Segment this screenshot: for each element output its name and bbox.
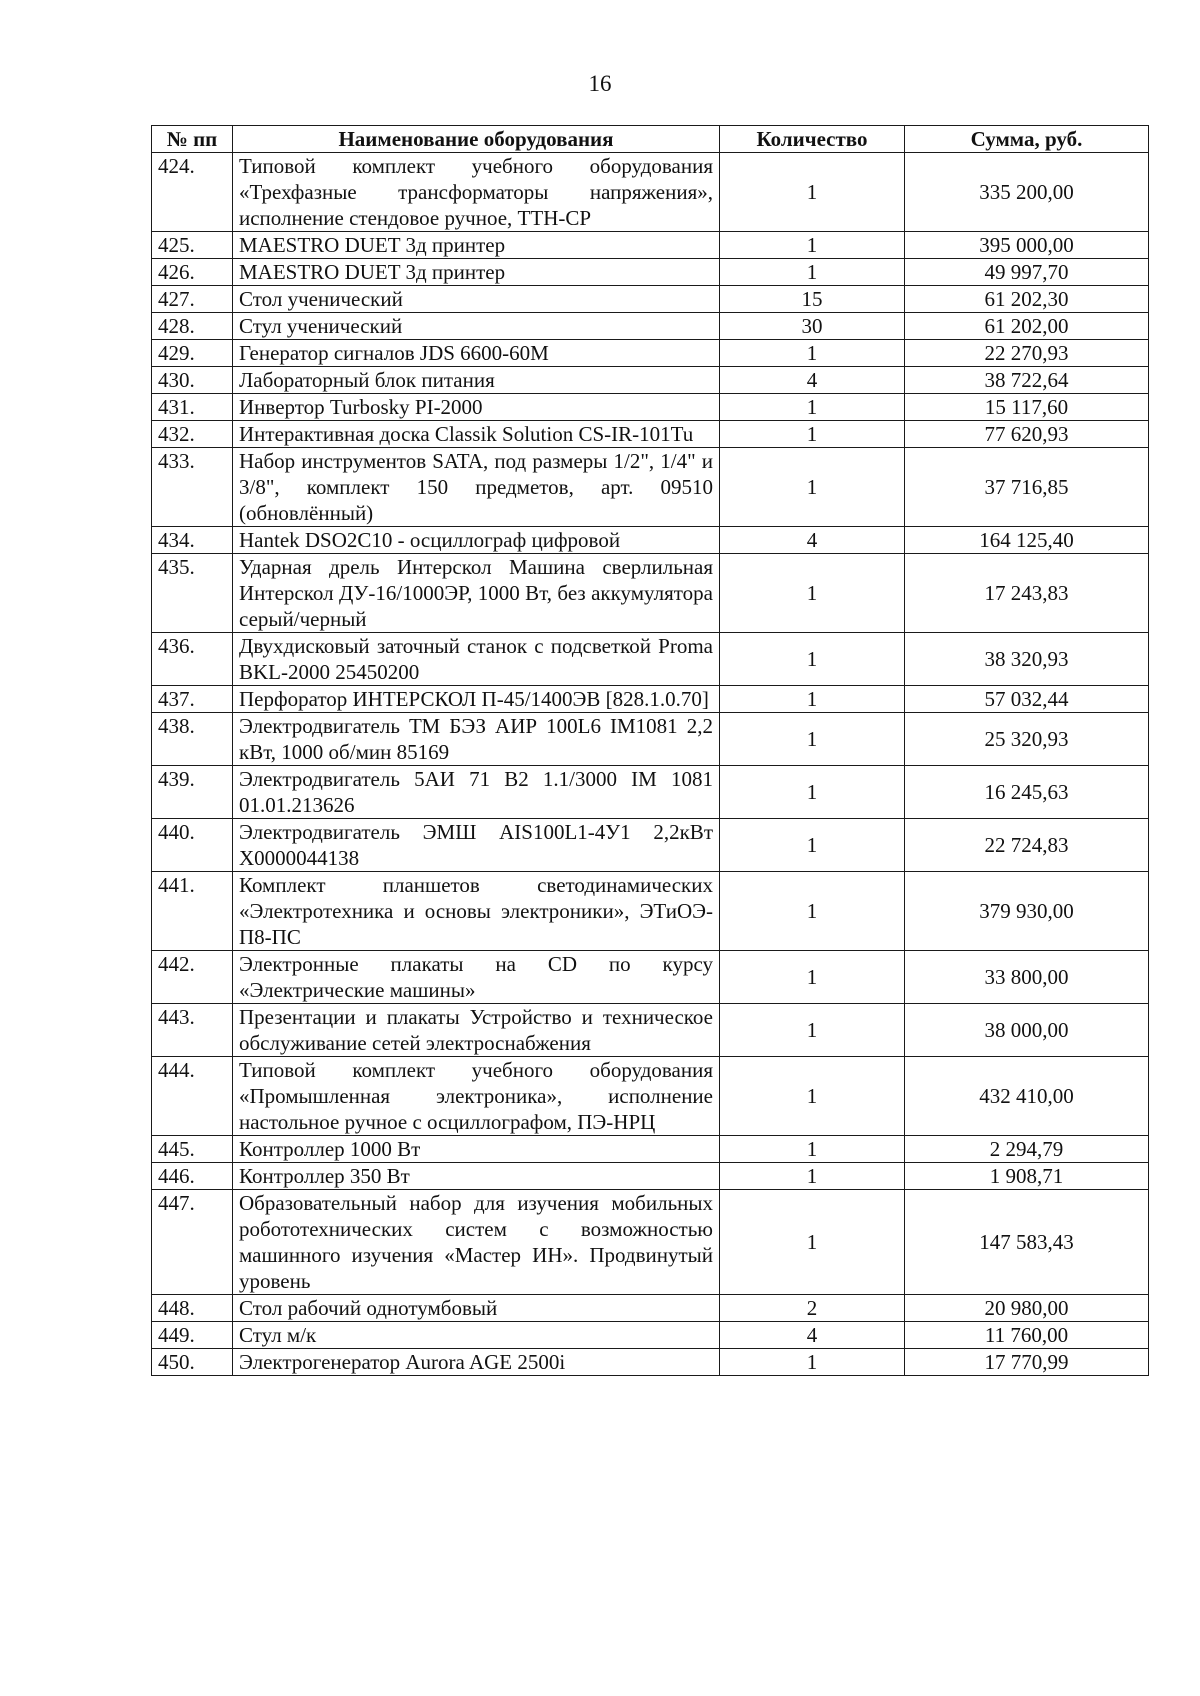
table-row [152, 527, 1149, 554]
sum-cell: 147 583,43 [905, 1190, 1149, 1295]
sum-cell: 61 202,30 [905, 286, 1149, 313]
sum-cell: 16 245,63 [905, 766, 1149, 819]
equipment-name-cell: Типовой комплект учебного оборудования «Промышленная электроника», исполнение настольное ручное с осциллографом, ПЭ-НРЦ [233, 1057, 720, 1136]
table-row [152, 1057, 1149, 1136]
table-row [152, 1295, 1149, 1322]
row-number-cell: 428. [152, 313, 233, 340]
equipment-name-cell: Стул ученический [233, 313, 720, 340]
sum-cell: 17 243,83 [905, 554, 1149, 633]
sum-cell: 20 980,00 [905, 1295, 1149, 1322]
table-row [152, 1163, 1149, 1190]
sum-cell: 38 320,93 [905, 633, 1149, 686]
equipment-name-cell: Набор инструментов SATA, под размеры 1/2", 1/4" и 3/8", комплект 150 предметов, арт. 09510 (обновлённый) [233, 448, 720, 527]
table-row [152, 1322, 1149, 1349]
sum-cell: 432 410,00 [905, 1057, 1149, 1136]
table-row [152, 819, 1149, 872]
quantity-cell: 1 [720, 259, 905, 286]
equipment-name-cell: Стол ученический [233, 286, 720, 313]
sum-cell: 164 125,40 [905, 527, 1149, 554]
equipment-name-cell: Электродвигатель 5АИ 71 В2 1.1/3000 IM 1081 01.01.213626 [233, 766, 720, 819]
sum-cell: 49 997,70 [905, 259, 1149, 286]
sum-cell: 22 270,93 [905, 340, 1149, 367]
sum-cell: 379 930,00 [905, 872, 1149, 951]
table-row [152, 1004, 1149, 1057]
table-row [152, 421, 1149, 448]
row-number-cell: 446. [152, 1163, 233, 1190]
equipment-name-cell: Контроллер 1000 Вт [233, 1136, 720, 1163]
sum-cell: 17 770,99 [905, 1349, 1149, 1376]
quantity-cell: 1 [720, 713, 905, 766]
row-number-cell: 447. [152, 1190, 233, 1295]
quantity-cell: 1 [720, 340, 905, 367]
table-row [152, 554, 1149, 633]
table-row [152, 153, 1149, 232]
sum-cell: 25 320,93 [905, 713, 1149, 766]
equipment-name-cell: Двухдисковый заточный станок с подсветкой Proma BKL-2000 25450200 [233, 633, 720, 686]
equipment-name-cell: Электродвигатель ЭМШ AIS100L1-4У1 2,2кВт Х0000044138 [233, 819, 720, 872]
equipment-name-cell: Комплект планшетов светодинамических «Электротехника и основы электроники», ЭТиОЭ-П8-ПС [233, 872, 720, 951]
equipment-name-cell: Интерактивная доска Classik Solution CS-IR-101Tu [233, 421, 720, 448]
quantity-cell: 1 [720, 554, 905, 633]
equipment-name-cell: Генератор сигналов JDS 6600-60M [233, 340, 720, 367]
quantity-cell: 4 [720, 527, 905, 554]
row-number-cell: 443. [152, 1004, 233, 1057]
equipment-name-cell: Перфоратор ИНТЕРСКОЛ П-45/1400ЭВ [828.1.0.70] [233, 686, 720, 713]
row-number-cell: 434. [152, 527, 233, 554]
quantity-cell: 1 [720, 448, 905, 527]
table-body [152, 153, 1149, 1376]
equipment-name-cell: Инвертор Turbosky PI-2000 [233, 394, 720, 421]
header-num: № пп [152, 126, 233, 153]
table-row [152, 367, 1149, 394]
table-row [152, 633, 1149, 686]
sum-cell: 33 800,00 [905, 951, 1149, 1004]
table-row [152, 951, 1149, 1004]
row-number-cell: 448. [152, 1295, 233, 1322]
table-row [152, 448, 1149, 527]
sum-cell: 61 202,00 [905, 313, 1149, 340]
page-number: 16 [588, 71, 612, 96]
quantity-cell: 1 [720, 153, 905, 232]
row-number-cell: 436. [152, 633, 233, 686]
quantity-cell: 1 [720, 1163, 905, 1190]
quantity-cell: 1 [720, 686, 905, 713]
equipment-name-cell: Электрогенератор Aurora AGE 2500i [233, 1349, 720, 1376]
quantity-cell: 1 [720, 1057, 905, 1136]
table-row [152, 394, 1149, 421]
row-number-cell: 445. [152, 1136, 233, 1163]
row-number-cell: 429. [152, 340, 233, 367]
row-number-cell: 444. [152, 1057, 233, 1136]
quantity-cell: 1 [720, 766, 905, 819]
equipment-name-cell: MAESTRO DUET 3д принтер [233, 232, 720, 259]
table-row [152, 286, 1149, 313]
sum-cell: 77 620,93 [905, 421, 1149, 448]
quantity-cell: 1 [720, 421, 905, 448]
quantity-cell: 1 [720, 1349, 905, 1376]
row-number-cell: 427. [152, 286, 233, 313]
quantity-cell: 1 [720, 872, 905, 951]
sum-cell: 395 000,00 [905, 232, 1149, 259]
equipment-name-cell: Электродвигатель ТМ БЭЗ АИР 100L6 IM1081 2,2 кВт, 1000 об/мин 85169 [233, 713, 720, 766]
table-row [152, 232, 1149, 259]
row-number-cell: 432. [152, 421, 233, 448]
sum-cell: 38 722,64 [905, 367, 1149, 394]
row-number-cell: 438. [152, 713, 233, 766]
quantity-cell: 1 [720, 232, 905, 259]
table-row [152, 1349, 1149, 1376]
row-number-cell: 450. [152, 1349, 233, 1376]
row-number-cell: 439. [152, 766, 233, 819]
quantity-cell: 30 [720, 313, 905, 340]
header-qty: Количество [720, 126, 905, 153]
sum-cell: 15 117,60 [905, 394, 1149, 421]
table-row [152, 1136, 1149, 1163]
table-row [152, 313, 1149, 340]
table-row [152, 872, 1149, 951]
quantity-cell: 1 [720, 819, 905, 872]
table-row [152, 766, 1149, 819]
quantity-cell: 4 [720, 367, 905, 394]
equipment-name-cell: Электронные плакаты на CD по курсу «Электрические машины» [233, 951, 720, 1004]
row-number-cell: 437. [152, 686, 233, 713]
table-header-row [152, 126, 1149, 153]
header-name: Наименование оборудования [233, 126, 720, 153]
sum-cell: 1 908,71 [905, 1163, 1149, 1190]
table-row [152, 340, 1149, 367]
row-number-cell: 449. [152, 1322, 233, 1349]
quantity-cell: 1 [720, 951, 905, 1004]
equipment-name-cell: Стул м/к [233, 1322, 720, 1349]
equipment-name-cell: Контроллер 350 Вт [233, 1163, 720, 1190]
sum-cell: 38 000,00 [905, 1004, 1149, 1057]
sum-cell: 335 200,00 [905, 153, 1149, 232]
table-row [152, 713, 1149, 766]
row-number-cell: 431. [152, 394, 233, 421]
row-number-cell: 424. [152, 153, 233, 232]
sum-cell: 37 716,85 [905, 448, 1149, 527]
table-row [152, 1190, 1149, 1295]
equipment-name-cell: Ударная дрель Интерскол Машина сверлильная Интерскол ДУ-16/1000ЭР, 1000 Вт, без аккумулятора серый/черный [233, 554, 720, 633]
row-number-cell: 435. [152, 554, 233, 633]
equipment-name-cell: Hantek DSO2C10 - осциллограф цифровой [233, 527, 720, 554]
equipment-name-cell: Образовательный набор для изучения мобильных робототехнических систем с возможностью машинного изучения «Мастер ИН». Продвинутый уровень [233, 1190, 720, 1295]
sum-cell: 11 760,00 [905, 1322, 1149, 1349]
header-sum: Сумма, руб. [905, 126, 1149, 153]
row-number-cell: 441. [152, 872, 233, 951]
equipment-name-cell: Стол рабочий однотумбовый [233, 1295, 720, 1322]
row-number-cell: 433. [152, 448, 233, 527]
quantity-cell: 1 [720, 1190, 905, 1295]
equipment-table [151, 125, 1149, 1376]
sum-cell: 22 724,83 [905, 819, 1149, 872]
quantity-cell: 4 [720, 1322, 905, 1349]
quantity-cell: 2 [720, 1295, 905, 1322]
quantity-cell: 1 [720, 633, 905, 686]
equipment-name-cell: Лабораторный блок питания [233, 367, 720, 394]
quantity-cell: 1 [720, 394, 905, 421]
equipment-name-cell: Презентации и плакаты Устройство и техническое обслуживание сетей электроснабжения [233, 1004, 720, 1057]
row-number-cell: 426. [152, 259, 233, 286]
sum-cell: 57 032,44 [905, 686, 1149, 713]
table-row [152, 259, 1149, 286]
row-number-cell: 442. [152, 951, 233, 1004]
quantity-cell: 1 [720, 1136, 905, 1163]
row-number-cell: 440. [152, 819, 233, 872]
table-row [152, 686, 1149, 713]
equipment-name-cell: Типовой комплект учебного оборудования «Трехфазные трансформаторы напряжения», исполнение стендовое ручное, ТТН-СР [233, 153, 720, 232]
row-number-cell: 430. [152, 367, 233, 394]
quantity-cell: 1 [720, 1004, 905, 1057]
sum-cell: 2 294,79 [905, 1136, 1149, 1163]
quantity-cell: 15 [720, 286, 905, 313]
row-number-cell: 425. [152, 232, 233, 259]
equipment-name-cell: MAESTRO DUET 3д принтер [233, 259, 720, 286]
